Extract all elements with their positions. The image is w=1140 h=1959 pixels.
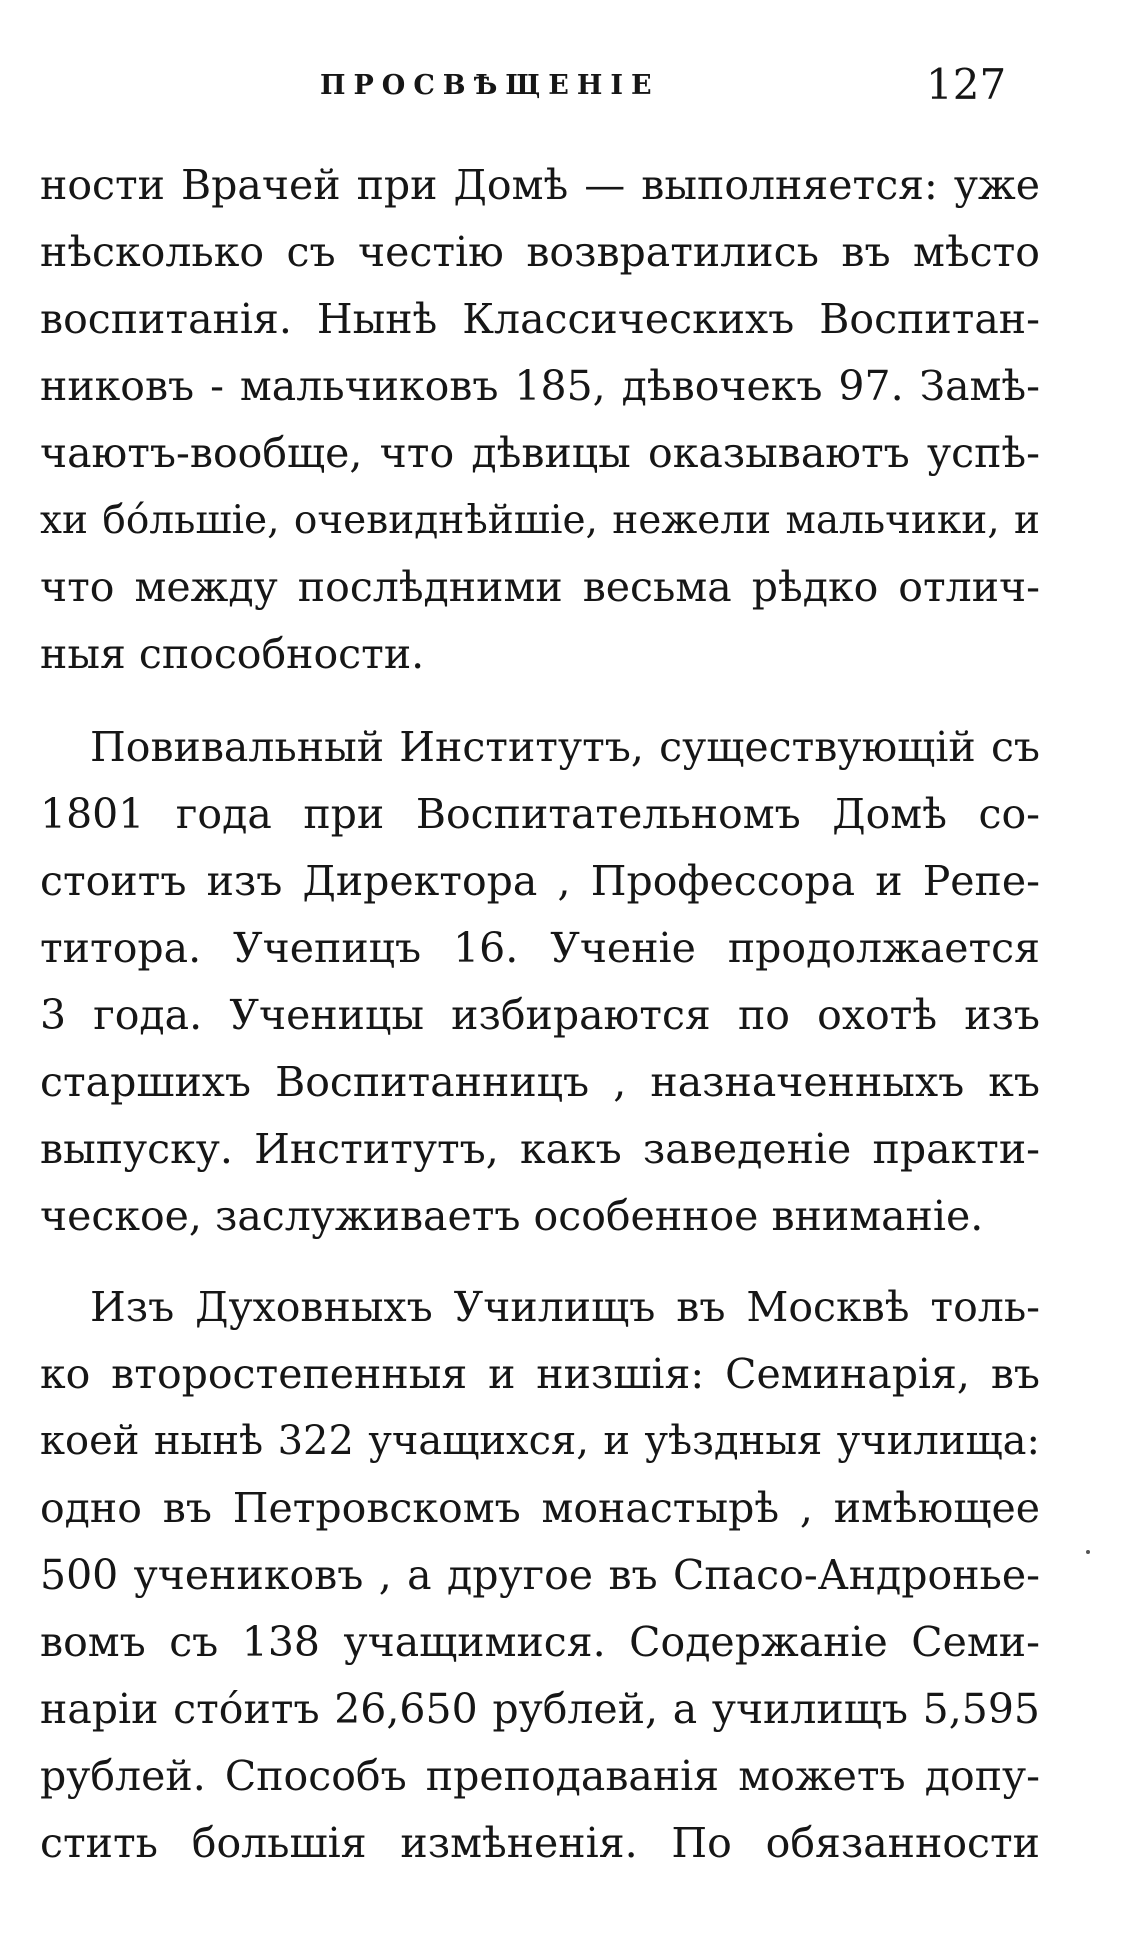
text-line: коей нынѣ 322 учащихся, и уѣздныя училища: [40,1418,1040,1464]
text-line: 500 учениковъ , а другое въ Спасо-Андроньe- [40,1551,1040,1599]
text-line: титора. Учепицъ 16. Ученіе продолжается [40,924,1040,972]
text-line: воспитанія. Нынѣ Классическихъ Воспитан- [40,295,1040,343]
text-line: чаютъ-вообще, что дѣвицы оказываютъ успѣ- [40,429,1040,477]
text-line: выпуску. Институтъ, какъ заведеніе практи- [40,1125,1040,1173]
text-line: вомъ съ 138 учащимися. Содержаніе Семи- [40,1618,1040,1666]
paragraph-3 [40,1274,1040,1877]
text-line: рублей. Способъ преподаванія можетъ допу- [40,1752,1040,1800]
text-line: ко второстепенныя и низшія: Семинарія, въ [40,1350,1040,1398]
text-line: никовъ - мальчиковъ 185, дѣвочекъ 97. Замѣ- [40,362,1040,410]
text-line: одно въ Петровскомъ монастырѣ , имѣющее [40,1484,1040,1532]
text-line: что между послѣдними весьма рѣдко отлич- [40,563,1040,611]
text-line: хи бóльшіе, очевиднѣйшіе, нежели мальчики, и [40,498,1040,543]
paragraph-1 [40,152,1040,688]
text-line: 3 года. Ученицы избираются по охотѣ изъ [40,991,1040,1039]
text-line: нѣсколько съ честію возвратились въ мѣсто [40,228,1040,276]
page-number: 127 [926,60,1007,109]
text-line: 1801 года при Воспитательномъ Домѣ со- [40,790,1040,838]
text-line: старшихъ Воспитанницъ , назначенныхъ къ [40,1058,1040,1106]
text-line: Изъ Духовныхъ Училищъ въ Москвѣ толь- [90,1283,1040,1331]
text-line: наріи стóитъ 26,650 рублей, а училищъ 5,595 [40,1685,1040,1733]
text-line: ческое, заслуживаетъ особенное вниманіе. [40,1192,984,1240]
running-header: ПРОСВѢЩЕНІЕ [320,70,660,101]
text-line: ности Врачей при Домѣ — выполняется: уже [40,161,1040,209]
text-line: стоитъ изъ Директора , Профессора и Репе- [40,857,1040,905]
paragraph-2 [40,714,1040,1250]
margin-mark [1086,1550,1090,1554]
text-line: Повивальный Институтъ, существующій съ [90,723,1040,771]
text-line: ныя способности. [40,630,425,678]
text-line: стить большія измѣненія. По обязанности [40,1819,1040,1867]
